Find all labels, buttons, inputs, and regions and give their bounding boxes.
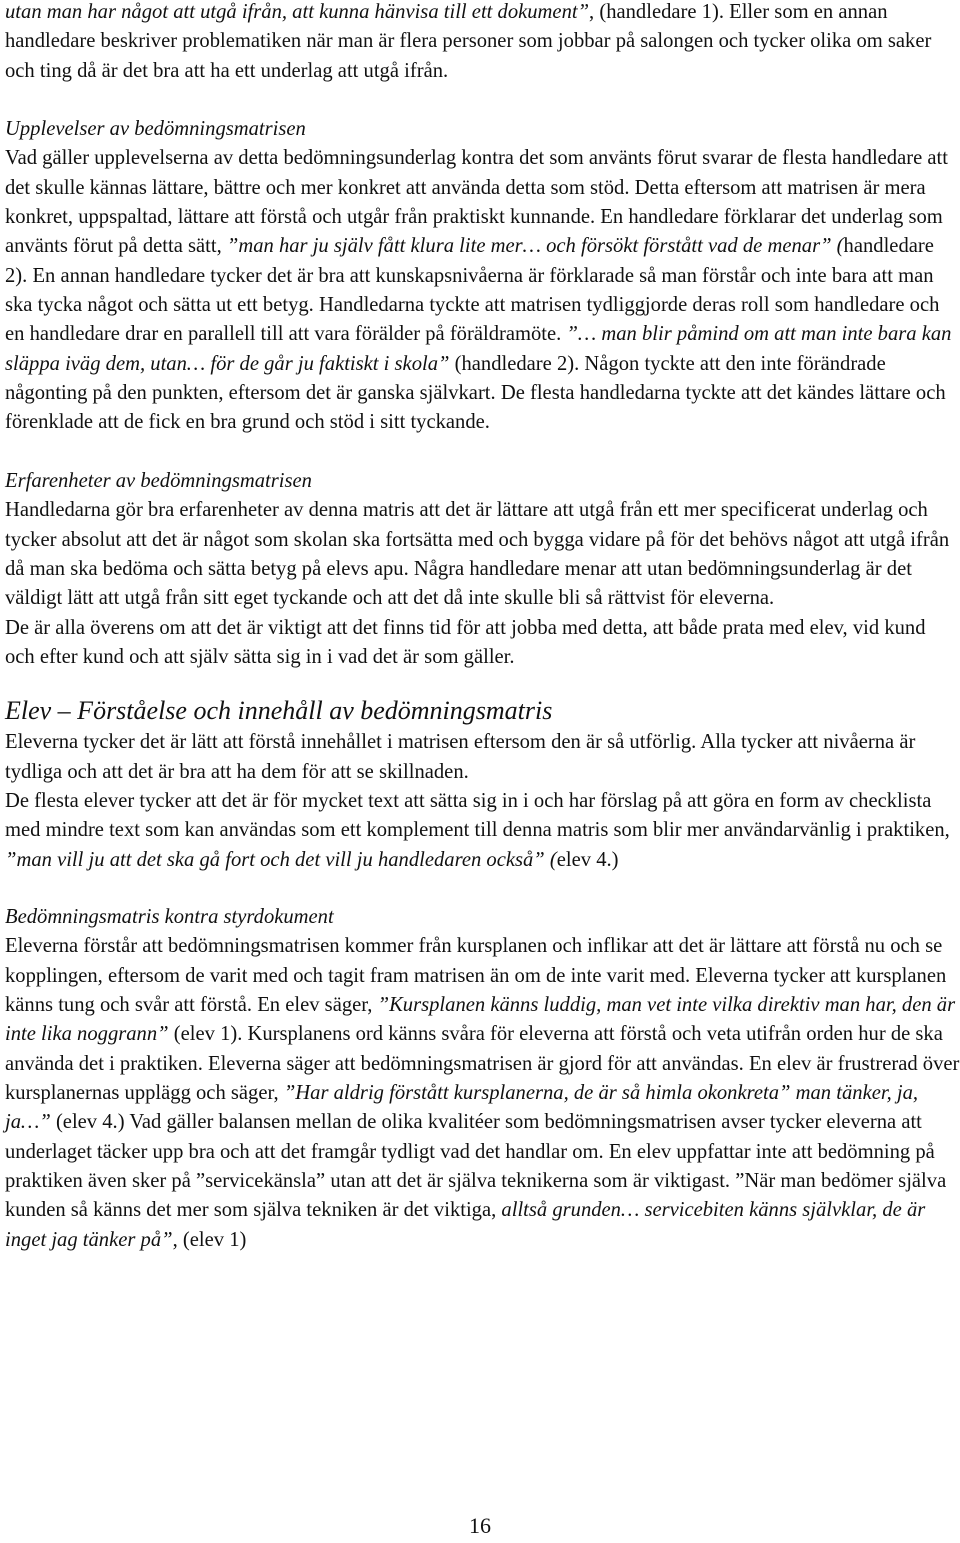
elev-heading: Elev – Förståelse och innehåll av bedömningsmatris	[5, 696, 553, 726]
elev-text-1: De flesta elever tycker att det är för mycket text att sätta sig in i och har förslag på att göra en form av checklista med mindre text som kan användas som ett komplement till denna matris som blir mer användarvänlig i praktiken,	[5, 789, 950, 842]
intro-quote: utan man har något att utgå ifrån, att kunna hänvisa till ett dokument”	[5, 1, 590, 23]
page-number: 16	[469, 1513, 491, 1538]
styrdokument-quote-2: ”Har aldrig förstått kursplanerna, de är så himla okonkreta” man tänker, ja, ja…”	[5, 1082, 919, 1134]
styrdokument-text-4: , (elev 1)	[172, 1228, 247, 1251]
upplevelser-paragraph	[5, 144, 960, 437]
intro-paragraph	[5, 0, 960, 86]
elev-paragraph-2	[5, 787, 960, 875]
intro-text: , (handledare 1). Eller som en annan handledare beskriver problematiken när man är flera personer som jobbar på salongen och tycker olika om saker och ting då är det bra att ha ett underlag att utgå ifrån.	[5, 1, 932, 82]
upplevelser-heading: Upplevelser av bedömningsmatrisen	[5, 118, 306, 141]
elev-quote: ”man vill ju att det ska gå fort och det vill ju handledaren också” (	[5, 848, 557, 871]
styrdokument-quote-3: alltså grunden… servicebiten känns självklar, de är inget jag tänker på”	[5, 1199, 926, 1251]
styrdokument-text-1: Eleverna förstår att bedömningsmatrisen kommer från kursplanen och inflikar att det är lättare att förstå nu och se kopplingen, eftersom de varit med och tagit fram matrisen än om de inte varit med. Eleverna tycker att kursplanen känns tung och svår att förstå. En elev säger,	[5, 935, 947, 1016]
erfarenheter-paragraph-2: De är alla överens om att det är viktigt att det finns tid för att jobba med detta, att både prata med elev, vid kund och efter kund och att själv sätta sig in i vad det är som gäller.	[5, 616, 926, 668]
upplevelser-text-2: handledare 2). En annan handledare tycker det är bra att kunskapsnivåerna är förklarade så man förstår och inte bara att man ska tycka något och sätta ut ett betyg. Handledarna tyckte att matrisen tydliggjorde deras roll som handledare och en handledare drar en parallell till att vara förälder på föräldramöte.	[5, 235, 940, 346]
erfarenheter-heading: Erfarenheter av bedömningsmatrisen	[5, 469, 312, 492]
upplevelser-quote-2: ”… man blir påmind om att man inte bara kan släppa iväg dem, utan… för de går ju faktiskt i skola”	[5, 323, 952, 375]
page-content	[5, 0, 960, 1255]
styrdokument-text-3: (elev 4.) Vad gäller balansen mellan de olika kvalitéer som bedömningsmatrisen avser tycker eleverna att underlaget täcker upp bra och att det framgår tydligt vad det handlar om. En elev uppfattar inte att bedömning på praktiken även sker på ”servicekänsla” utan att det är själva teknikerna som är viktigast. ”När man bedömer själva kunden så känns det mer som själva tekniken är det viktiga,	[5, 1111, 947, 1222]
upplevelser-quote-1: ”man har ju själv fått klura lite mer… och försökt förstått vad de menar” (	[226, 235, 844, 258]
elev-paragraph-1: Eleverna tycker det är lätt att förstå innehållet i matrisen eftersom den är så utförlig. Alla tycker att nivåerna är tydliga och att det är bra att ha dem för att se skillnaden.	[5, 731, 916, 783]
styrdokument-heading: Bedömningsmatris kontra styrdokument	[5, 905, 334, 928]
upplevelser-text-1: Vad gäller upplevelserna av detta bedömningsunderlag kontra det som använts förut svarar de flesta handledare att det skulle kännas lättare, bättre och mer konkret att använda detta som stöd. Detta eftersom att matrisen är mera konkret, uppspaltad, lättare att förstå och utgår från praktiskt kunnande. En handledare förklarar det underlag som använts förut på detta sätt,	[5, 147, 948, 258]
styrdokument-quote-1: ”Kursplanen känns luddig, man vet inte vilka direktiv man har, den är inte lika noggrann”	[5, 993, 956, 1046]
styrdokument-text-2: (elev 1). Kursplanens ord känns svåra för eleverna att förstå och veta utifrån orden hur de ska använda det i praktiken. Eleverna säger att bedömningsmatrisen är gjord för att användas. En elev är frustrerad över kursplanernas upplägg och säger,	[5, 1023, 960, 1104]
erfarenheter-paragraph-1: Handledarna gör bra erfarenheter av denna matris att det är lättare att utgå från ett mer specificerat underlag och tycker absolut att det är något som skolan ska fortsätta med och bygga vidare på för det behövs något att utgå ifrån då man ska bedöma och sätta betyg på elevs apu. Några handledare menar att utan bedömningsunderlag är det väldigt lätt att utgå från sitt eget tyckande och att det då inte skulle bli så rättvist för eleverna.	[5, 499, 950, 610]
upplevelser-text-3: (handledare 2). Någon tyckte att den inte förändrade någonting på den punkten, eftersom det är ganska självkart. De flesta handledarna tyckte att det kändes lättare och förenklade att de fick en bra grund och stöd i sitt tyckande.	[5, 352, 946, 434]
styrdokument-paragraph	[5, 932, 960, 1255]
elev-text-2: elev 4.)	[556, 848, 619, 871]
